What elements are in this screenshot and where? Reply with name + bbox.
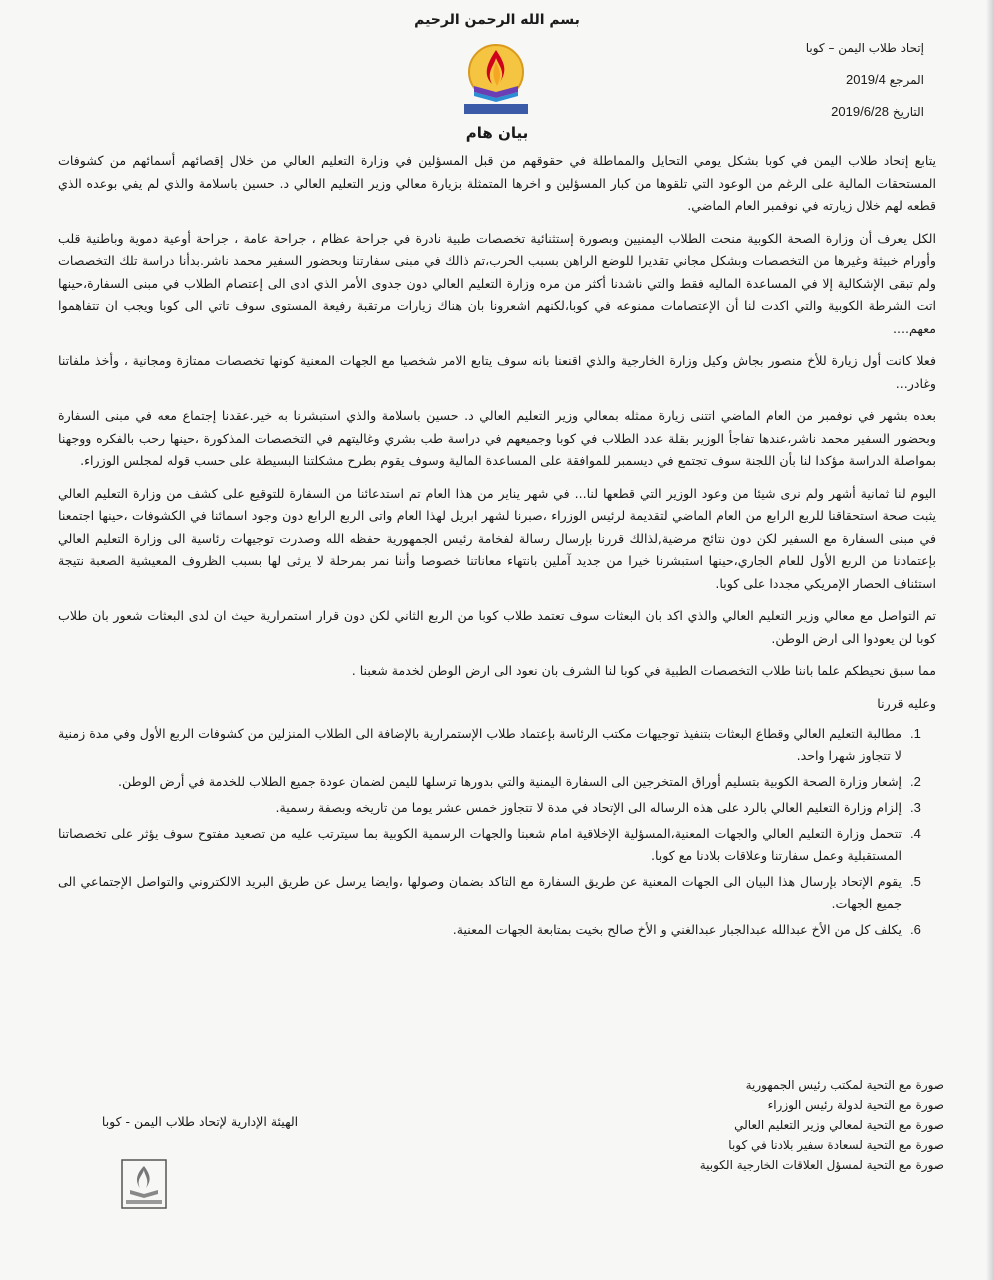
union-logo-icon [460, 42, 532, 118]
conclusion-label: وعليه قررنا [877, 695, 936, 711]
date-value: 2019/6/28 [831, 104, 890, 119]
reference-label: المرجع [889, 73, 924, 87]
copy-line: صورة مع التحية لمعالي وزير التعليم العالي [734, 1118, 944, 1132]
demand-item [58, 771, 921, 793]
copy-line: صورة مع التحية لدولة رئيس الوزراء [767, 1098, 944, 1112]
demand-text: يقوم الإتحاد بإرسال هذا البيان الى الجهات المعنية عن طريق السفارة مع التاكد بضمان وصولها ،وايضا يرسل عن طريق البريد الالكتروني والتواصل الإجتماعي الى جميع الجهات. [58, 874, 902, 911]
copy-line: صورة مع التحية لمكتب رئيس الجمهورية [745, 1078, 944, 1092]
paragraph: تم التواصل مع معالي وزير التعليم العالي والذي اكد بان البعثات سوف تعتمد طلاب كوبا من الربع الثاني لكن دون قرار استمرارية حيث ان لدى البعثات شعور بان طلاب كوبا لن يعودوا الى ارض الوطن. [58, 608, 936, 646]
demand-item [58, 871, 921, 915]
reference-line [704, 70, 924, 102]
demand-item [58, 823, 921, 867]
demand-number: 1. [910, 726, 921, 741]
statement-title: بيان هام [465, 124, 529, 142]
demand-item [58, 723, 921, 767]
copy-line: صورة مع التحية لسعادة سفير بلادنا في كوبا [728, 1138, 944, 1152]
bismillah: بسم الله الرحمن الرحيم [414, 12, 580, 28]
demand-number: 4. [910, 826, 921, 841]
paragraph: اليوم لنا ثمانية أشهر ولم نرى شيئا من وعود الوزير التي قطعها لنا... في شهر يناير من هذا العام تم استدعائنا من السفارة للتوقيع على كشف من وزارة التعليم العالي يثبت صحة استحقاقنا للربع الرابع من العام الماضي لتقديمة لرئيس الوزراء ،صبرنا لشهر ابريل لهذا العام واتى الربع الرابع دون وجود اسمائنا في الكشوفات ،حينها اجتمعنا في مبنى السفارة مع السفير لكن دون نتائج مرضية,لذالك قررنا بإرسال رسالة لفخامة رئيس الجمهورية حفظه الله وصدرت توجيهات رئاسية الى وزارة التعليم العالي بإعتمادنا من الربع الأول للعام الجاري،حينها استبشرنا خيرا من جديد آملين بانتهاء معاناتنا خصوصا وأننا نمر بمرحلة لا يرثى لها بسبب الظروف المعيشية الصعبة نتيجة استئناف الحصار الإمريكي مجددا على كوبا. [58, 485, 936, 591]
demand-item [58, 919, 921, 941]
paragraph: بعده بشهر في نوفمبر من العام الماضي اتتنى زيارة ممثله بمعالي وزير التعليم العالي د. حسين باسلامة والذي استبشرنا به خير.عقدنا إجتماع معه في مبنى السفارة وبحضور السفير محمد ناشر،عندها تفاجأ الوزير بقلة عدد الطلاب في كوبا وجميعهم في دراسة طب بشري وغاليتهم في التخصصات المذكورة ،حينها رحب بالفكره ووجهنا بمواصلة الدراسة مؤكدا لنا بأن اللجنة سوف تجتمع في ديسمبر للموافقة على المساعدة المالية وسوف يقوم بطرح مشكلتنا البسيطة على حسب قوله لمجلس الوزراء. [58, 408, 936, 468]
demand-text: تتحمل وزارة التعليم العالي والجهات المعنية،المسؤلية الإخلاقية امام شعبنا والجهات الرسمية الكوبية بما سيترتب عليه من تصعيد مفتوح سوف يؤثر على تخصصاتنا المستقبلية وعمل سفارتنا وعلاقات بلادنا مع كوبا. [58, 826, 902, 863]
copies-list [644, 1075, 944, 1175]
demand-number: 2. [910, 774, 921, 789]
union-stamp-icon [120, 1158, 168, 1210]
date-label: التاريخ [892, 105, 924, 119]
demand-number: 5. [910, 874, 921, 889]
paragraph: مما سبق نحيطكم علما باننا طلاب التخصصات الطبية في كوبا لنا الشرف بان نعود الى ارض الوطن لخدمة شعبنا . [351, 663, 936, 678]
letter-meta [704, 38, 924, 134]
paragraph: الكل يعرف أن وزارة الصحة الكوبية منحت الطلاب اليمنيين وبصورة إستثنائية تخصصات طبية نادرة في جراحة عظام ، جراحة عامة ، جراحة أوعية دموية وباطنية قلب وأورام خبيثة وغيرها من التخصصات وبشكل مجاني تقديرا للوضع الراهن بسبب الحرب،تم ذالك في مبنى سفارتنا وبحضور السفير محمد ناشر.بدأنا دراسة تلك التخصصات ولم تبقى الإشكالية إلا في المساعدة الماليه فقط والتي ناشدنا أكثر من مره وزارة التعليم العالي دون جدوى الأمر الذي ادى الى إعتصام الطلاب في مبنى السفارة،حينها اتت الشرطة الكوبية والتي اكدت لنا أن الإعتصامات ممنوعه في كوبا،لكنهم اشعرونا بان هناك زيارات مرتقبة رفيعة المستوى سوف تاتي الى كوبا ويجب ان تتفاهموا معهم.... [58, 230, 936, 336]
demands-list [58, 723, 936, 941]
demand-number: 3. [910, 800, 921, 815]
demand-text: إلزام وزارة التعليم العالي بالرد على هذه الرساله الى الإتحاد في مدة لا تتجاوز خمس عشر يوما من تاريخه وبصفة رسمية. [275, 800, 902, 815]
demand-item [58, 797, 921, 819]
demand-text: يكلف كل من الأخ عبدالله عبدالجبار عبدالغني و الأخ صالح بخيت بمتابعة الجهات المعنية. [452, 922, 902, 937]
demand-text: إشعار وزارة الصحة الكوبية بتسليم أوراق المتخرجين الى السفارة اليمنية والتي بدورها ترسلها لليمن لضمان عودة جميع الطلاب للخدمة في أرض الوطن. [118, 774, 902, 789]
signature-block: الهيئة الإدارية لإتحاد طلاب اليمن - كوبا [101, 1114, 299, 1129]
demand-number: 6. [910, 922, 921, 937]
organization-name: إتحاد طلاب اليمن – كوبا [805, 41, 924, 55]
paragraph: يتابع إتحاد طلاب اليمن في كوبا بشكل يومي التحايل والمماطلة في حقوقهم من قبل المسؤلين في وزارة التعليم العالي من خلال إقصائهم أسمائهم من كشوفات المستحقات المالية على الرغم من الوعود التي تلقوها من كبار المسؤلين و اخرها المتمثلة بزيارة معالي وزير التعليم العالي د. حسين باسلامة والذي لم يفي بوعده الذي قطعه لهم خلال زيارته في نوفمبر العام الماضي. [58, 153, 936, 213]
reference-value: 2019/4 [846, 72, 886, 87]
statement-body [58, 150, 936, 945]
page-edge-shadow [986, 0, 994, 1280]
demand-text: مطالبة التعليم العالي وقطاع البعثات بتنفيذ توجيهات مكتب الرئاسة بإعتماد طلاب الإستمرارية بالإضافة الى الطلاب المنزلين من كشوفات الربع الأول وفي مدة زمنية لا تتجاوز شهرا واحد. [58, 726, 902, 763]
copy-line: صورة مع التحية لمسؤل العلاقات الخارجية الكوبية [699, 1158, 944, 1172]
paragraph: فعلا كانت أول زيارة للأخ منصور بجاش وكيل وزارة الخارجية والذي اقنعنا بانه سوف يتابع الامر شخصيا مع الجهات المعنية كونها تخصصات ممتازة ومجانية ، وأخذ ملفاتنا وغادر... [58, 353, 936, 391]
